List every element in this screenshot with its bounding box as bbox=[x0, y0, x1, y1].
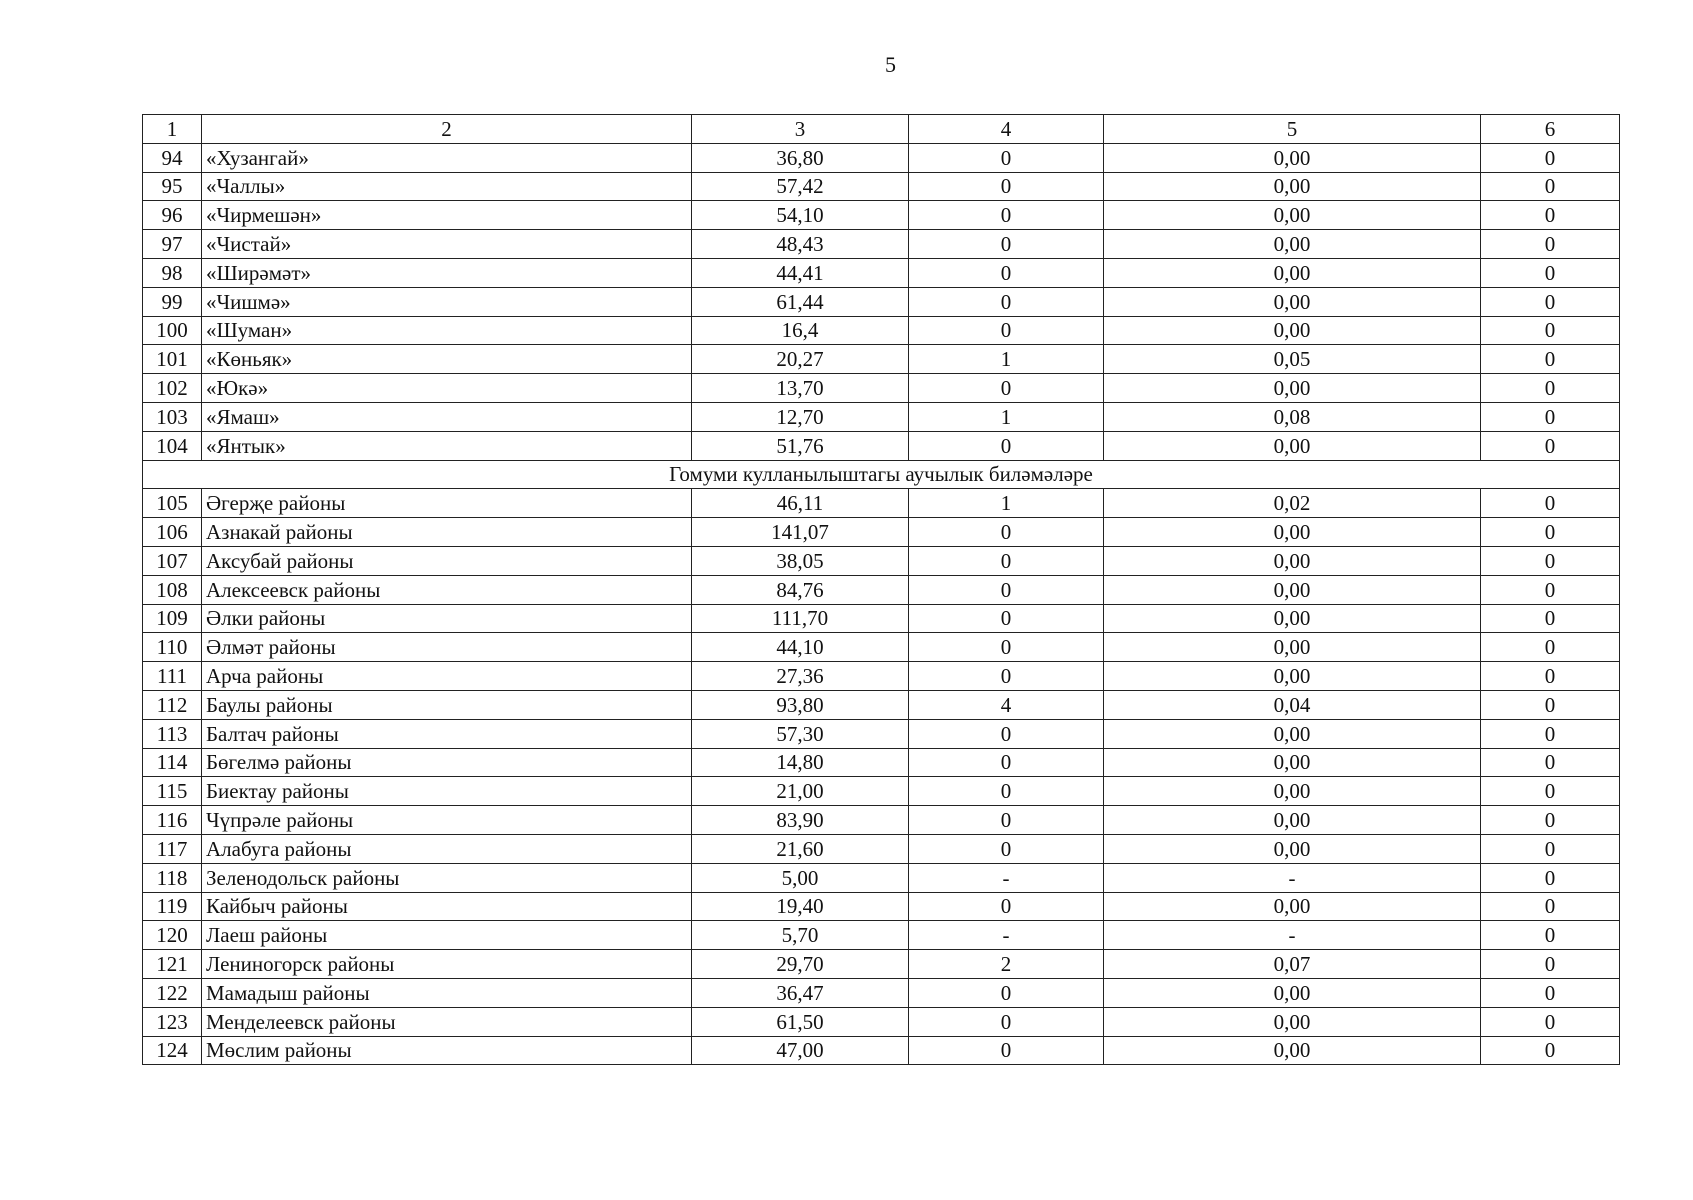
territory-name: «Юкә» bbox=[202, 374, 692, 403]
ratio-value: 0,02 bbox=[1104, 489, 1481, 518]
territory-name: Аксубай районы bbox=[202, 546, 692, 575]
ratio-value: 0,00 bbox=[1104, 806, 1481, 835]
table-row bbox=[143, 287, 1620, 316]
count-value: 0 bbox=[909, 748, 1104, 777]
count-value: 0 bbox=[909, 1007, 1104, 1036]
area-value: 16,4 bbox=[692, 316, 909, 345]
extra-value: 0 bbox=[1481, 546, 1620, 575]
count-value: 0 bbox=[909, 834, 1104, 863]
extra-value: 0 bbox=[1481, 978, 1620, 1007]
section-title: Гомуми кулланылыштагы аучылык биләмәләре bbox=[143, 460, 1620, 489]
count-value: 0 bbox=[909, 172, 1104, 201]
area-value: 141,07 bbox=[692, 518, 909, 547]
table-row bbox=[143, 1007, 1620, 1036]
territory-name: Мөслим районы bbox=[202, 1036, 692, 1065]
count-value: 0 bbox=[909, 316, 1104, 345]
table-row bbox=[143, 834, 1620, 863]
territory-name: «Көньяк» bbox=[202, 345, 692, 374]
data-table bbox=[142, 114, 1620, 1065]
area-value: 12,70 bbox=[692, 402, 909, 431]
count-value: - bbox=[909, 863, 1104, 892]
extra-value: 0 bbox=[1481, 1036, 1620, 1065]
column-header: 6 bbox=[1481, 115, 1620, 144]
row-number: 96 bbox=[143, 201, 202, 230]
extra-value: 0 bbox=[1481, 345, 1620, 374]
territory-name: «Хузангай» bbox=[202, 143, 692, 172]
table-row bbox=[143, 374, 1620, 403]
territory-name: Лаеш районы bbox=[202, 921, 692, 950]
ratio-value: 0,00 bbox=[1104, 662, 1481, 691]
row-number: 98 bbox=[143, 258, 202, 287]
extra-value: 0 bbox=[1481, 604, 1620, 633]
ratio-value: 0,00 bbox=[1104, 604, 1481, 633]
column-header: 2 bbox=[202, 115, 692, 144]
extra-value: 0 bbox=[1481, 662, 1620, 691]
territory-name: «Чаллы» bbox=[202, 172, 692, 201]
territory-name: Алексеевск районы bbox=[202, 575, 692, 604]
table-row bbox=[143, 633, 1620, 662]
table-row bbox=[143, 546, 1620, 575]
row-number: 100 bbox=[143, 316, 202, 345]
extra-value: 0 bbox=[1481, 518, 1620, 547]
territory-name: Менделеевск районы bbox=[202, 1007, 692, 1036]
table-row bbox=[143, 662, 1620, 691]
row-number: 113 bbox=[143, 719, 202, 748]
ratio-value: 0,00 bbox=[1104, 258, 1481, 287]
ratio-value: 0,00 bbox=[1104, 633, 1481, 662]
row-number: 123 bbox=[143, 1007, 202, 1036]
extra-value: 0 bbox=[1481, 172, 1620, 201]
territory-name: Арча районы bbox=[202, 662, 692, 691]
extra-value: 0 bbox=[1481, 143, 1620, 172]
column-header: 5 bbox=[1104, 115, 1481, 144]
row-number: 116 bbox=[143, 806, 202, 835]
area-value: 57,42 bbox=[692, 172, 909, 201]
area-value: 36,47 bbox=[692, 978, 909, 1007]
area-value: 13,70 bbox=[692, 374, 909, 403]
territory-name: Әлки районы bbox=[202, 604, 692, 633]
area-value: 111,70 bbox=[692, 604, 909, 633]
table-row bbox=[143, 230, 1620, 259]
count-value: 0 bbox=[909, 719, 1104, 748]
area-value: 20,27 bbox=[692, 345, 909, 374]
extra-value: 0 bbox=[1481, 431, 1620, 460]
area-value: 5,00 bbox=[692, 863, 909, 892]
territory-name: Кайбыч районы bbox=[202, 892, 692, 921]
count-value: 0 bbox=[909, 575, 1104, 604]
row-number: 104 bbox=[143, 431, 202, 460]
ratio-value: 0,00 bbox=[1104, 719, 1481, 748]
extra-value: 0 bbox=[1481, 1007, 1620, 1036]
count-value: 0 bbox=[909, 431, 1104, 460]
area-value: 38,05 bbox=[692, 546, 909, 575]
territory-name: Баулы районы bbox=[202, 690, 692, 719]
table-row bbox=[143, 892, 1620, 921]
table-row bbox=[143, 489, 1620, 518]
table-row bbox=[143, 604, 1620, 633]
ratio-value: 0,00 bbox=[1104, 546, 1481, 575]
extra-value: 0 bbox=[1481, 806, 1620, 835]
count-value: 1 bbox=[909, 402, 1104, 431]
page-number: 5 bbox=[885, 52, 896, 77]
count-value: 0 bbox=[909, 1036, 1104, 1065]
row-number: 105 bbox=[143, 489, 202, 518]
table-body bbox=[143, 115, 1620, 1065]
ratio-value: - bbox=[1104, 921, 1481, 950]
row-number: 124 bbox=[143, 1036, 202, 1065]
ratio-value: 0,00 bbox=[1104, 230, 1481, 259]
ratio-value: 0,08 bbox=[1104, 402, 1481, 431]
row-number: 102 bbox=[143, 374, 202, 403]
territory-name: «Ширәмәт» bbox=[202, 258, 692, 287]
area-value: 36,80 bbox=[692, 143, 909, 172]
ratio-value: 0,04 bbox=[1104, 690, 1481, 719]
row-number: 110 bbox=[143, 633, 202, 662]
table-row bbox=[143, 950, 1620, 979]
ratio-value: - bbox=[1104, 863, 1481, 892]
row-number: 122 bbox=[143, 978, 202, 1007]
count-value: 0 bbox=[909, 546, 1104, 575]
territory-name: Лениногорск районы bbox=[202, 950, 692, 979]
extra-value: 0 bbox=[1481, 892, 1620, 921]
row-number: 103 bbox=[143, 402, 202, 431]
ratio-value: 0,00 bbox=[1104, 201, 1481, 230]
area-value: 21,60 bbox=[692, 834, 909, 863]
extra-value: 0 bbox=[1481, 201, 1620, 230]
ratio-value: 0,00 bbox=[1104, 287, 1481, 316]
area-value: 84,76 bbox=[692, 575, 909, 604]
table-row bbox=[143, 863, 1620, 892]
count-value: 0 bbox=[909, 604, 1104, 633]
count-value: 0 bbox=[909, 201, 1104, 230]
table-row bbox=[143, 690, 1620, 719]
ratio-value: 0,05 bbox=[1104, 345, 1481, 374]
extra-value: 0 bbox=[1481, 633, 1620, 662]
table-row bbox=[143, 143, 1620, 172]
territory-name: Алабуга районы bbox=[202, 834, 692, 863]
territory-name: Чүпрәле районы bbox=[202, 806, 692, 835]
extra-value: 0 bbox=[1481, 719, 1620, 748]
extra-value: 0 bbox=[1481, 230, 1620, 259]
area-value: 14,80 bbox=[692, 748, 909, 777]
area-value: 5,70 bbox=[692, 921, 909, 950]
row-number: 115 bbox=[143, 777, 202, 806]
table-row bbox=[143, 978, 1620, 1007]
count-value: 0 bbox=[909, 633, 1104, 662]
column-header: 4 bbox=[909, 115, 1104, 144]
count-value: 0 bbox=[909, 143, 1104, 172]
count-value: 0 bbox=[909, 230, 1104, 259]
area-value: 47,00 bbox=[692, 1036, 909, 1065]
header-row bbox=[143, 115, 1620, 144]
count-value: 0 bbox=[909, 258, 1104, 287]
table-row bbox=[143, 806, 1620, 835]
territory-name: Биектау районы bbox=[202, 777, 692, 806]
row-number: 101 bbox=[143, 345, 202, 374]
area-value: 44,10 bbox=[692, 633, 909, 662]
territory-name: Әлмәт районы bbox=[202, 633, 692, 662]
section-row bbox=[143, 460, 1620, 489]
extra-value: 0 bbox=[1481, 316, 1620, 345]
table-row bbox=[143, 172, 1620, 201]
area-value: 44,41 bbox=[692, 258, 909, 287]
extra-value: 0 bbox=[1481, 489, 1620, 518]
area-value: 57,30 bbox=[692, 719, 909, 748]
row-number: 117 bbox=[143, 834, 202, 863]
table-row bbox=[143, 345, 1620, 374]
ratio-value: 0,00 bbox=[1104, 777, 1481, 806]
territory-name: Балтач районы bbox=[202, 719, 692, 748]
column-header: 1 bbox=[143, 115, 202, 144]
table-row bbox=[143, 921, 1620, 950]
table-row bbox=[143, 431, 1620, 460]
territory-name: «Шуман» bbox=[202, 316, 692, 345]
row-number: 109 bbox=[143, 604, 202, 633]
count-value: 0 bbox=[909, 287, 1104, 316]
area-value: 83,90 bbox=[692, 806, 909, 835]
territory-name: Зеленодольск районы bbox=[202, 863, 692, 892]
table-row bbox=[143, 575, 1620, 604]
area-value: 19,40 bbox=[692, 892, 909, 921]
count-value: - bbox=[909, 921, 1104, 950]
territory-name: «Чишмә» bbox=[202, 287, 692, 316]
table-row bbox=[143, 402, 1620, 431]
extra-value: 0 bbox=[1481, 258, 1620, 287]
ratio-value: 0,00 bbox=[1104, 431, 1481, 460]
territory-name: Азнакай районы bbox=[202, 518, 692, 547]
area-value: 93,80 bbox=[692, 690, 909, 719]
count-value: 0 bbox=[909, 806, 1104, 835]
territory-name: «Янтык» bbox=[202, 431, 692, 460]
count-value: 1 bbox=[909, 345, 1104, 374]
row-number: 97 bbox=[143, 230, 202, 259]
extra-value: 0 bbox=[1481, 950, 1620, 979]
territory-name: Бөгелмә районы bbox=[202, 748, 692, 777]
row-number: 121 bbox=[143, 950, 202, 979]
area-value: 61,44 bbox=[692, 287, 909, 316]
ratio-value: 0,00 bbox=[1104, 834, 1481, 863]
ratio-value: 0,00 bbox=[1104, 143, 1481, 172]
extra-value: 0 bbox=[1481, 690, 1620, 719]
count-value: 2 bbox=[909, 950, 1104, 979]
ratio-value: 0,00 bbox=[1104, 978, 1481, 1007]
extra-value: 0 bbox=[1481, 921, 1620, 950]
ratio-value: 0,00 bbox=[1104, 374, 1481, 403]
count-value: 0 bbox=[909, 978, 1104, 1007]
count-value: 0 bbox=[909, 518, 1104, 547]
count-value: 0 bbox=[909, 374, 1104, 403]
territory-name: «Чирмешән» bbox=[202, 201, 692, 230]
row-number: 120 bbox=[143, 921, 202, 950]
area-value: 21,00 bbox=[692, 777, 909, 806]
ratio-value: 0,07 bbox=[1104, 950, 1481, 979]
territory-name: «Ямаш» bbox=[202, 402, 692, 431]
territory-name: Мамадыш районы bbox=[202, 978, 692, 1007]
ratio-value: 0,00 bbox=[1104, 748, 1481, 777]
area-value: 29,70 bbox=[692, 950, 909, 979]
ratio-value: 0,00 bbox=[1104, 316, 1481, 345]
row-number: 119 bbox=[143, 892, 202, 921]
ratio-value: 0,00 bbox=[1104, 172, 1481, 201]
area-value: 27,36 bbox=[692, 662, 909, 691]
territory-name: Әгерҗе районы bbox=[202, 489, 692, 518]
table-row bbox=[143, 201, 1620, 230]
extra-value: 0 bbox=[1481, 575, 1620, 604]
extra-value: 0 bbox=[1481, 287, 1620, 316]
area-value: 61,50 bbox=[692, 1007, 909, 1036]
ratio-value: 0,00 bbox=[1104, 892, 1481, 921]
area-value: 54,10 bbox=[692, 201, 909, 230]
ratio-value: 0,00 bbox=[1104, 575, 1481, 604]
extra-value: 0 bbox=[1481, 777, 1620, 806]
table-row bbox=[143, 777, 1620, 806]
extra-value: 0 bbox=[1481, 374, 1620, 403]
area-value: 48,43 bbox=[692, 230, 909, 259]
area-value: 51,76 bbox=[692, 431, 909, 460]
table-row bbox=[143, 748, 1620, 777]
table-row bbox=[143, 1036, 1620, 1065]
row-number: 111 bbox=[143, 662, 202, 691]
row-number: 108 bbox=[143, 575, 202, 604]
count-value: 0 bbox=[909, 892, 1104, 921]
row-number: 94 bbox=[143, 143, 202, 172]
table-row bbox=[143, 518, 1620, 547]
ratio-value: 0,00 bbox=[1104, 1007, 1481, 1036]
ratio-value: 0,00 bbox=[1104, 518, 1481, 547]
row-number: 106 bbox=[143, 518, 202, 547]
extra-value: 0 bbox=[1481, 863, 1620, 892]
territory-name: «Чистай» bbox=[202, 230, 692, 259]
table-row bbox=[143, 258, 1620, 287]
row-number: 99 bbox=[143, 287, 202, 316]
column-header: 3 bbox=[692, 115, 909, 144]
extra-value: 0 bbox=[1481, 748, 1620, 777]
table-row bbox=[143, 316, 1620, 345]
count-value: 0 bbox=[909, 777, 1104, 806]
count-value: 0 bbox=[909, 662, 1104, 691]
table-row bbox=[143, 719, 1620, 748]
extra-value: 0 bbox=[1481, 402, 1620, 431]
row-number: 112 bbox=[143, 690, 202, 719]
count-value: 1 bbox=[909, 489, 1104, 518]
row-number: 95 bbox=[143, 172, 202, 201]
ratio-value: 0,00 bbox=[1104, 1036, 1481, 1065]
row-number: 118 bbox=[143, 863, 202, 892]
count-value: 4 bbox=[909, 690, 1104, 719]
area-value: 46,11 bbox=[692, 489, 909, 518]
extra-value: 0 bbox=[1481, 834, 1620, 863]
row-number: 107 bbox=[143, 546, 202, 575]
row-number: 114 bbox=[143, 748, 202, 777]
